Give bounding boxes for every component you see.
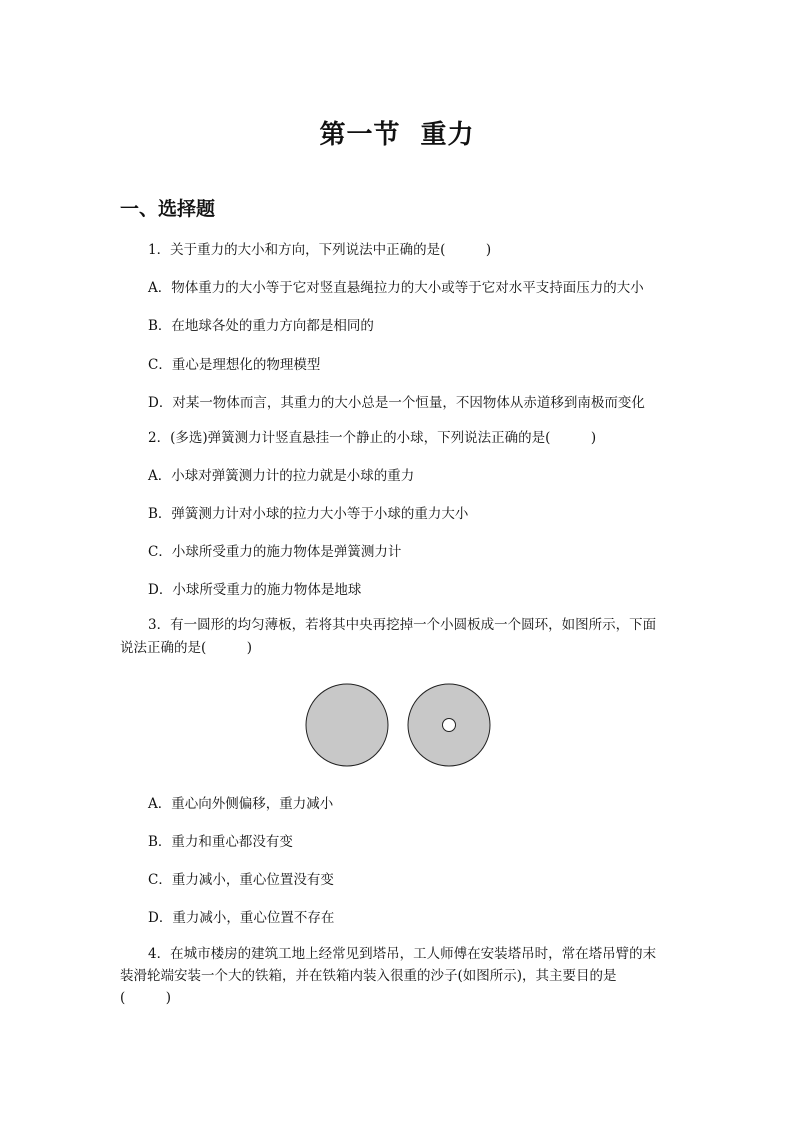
- question-3-stem-line-2: 说法正确的是( ): [120, 640, 253, 656]
- ring-hole: [443, 719, 456, 732]
- question-3-option-b: B．重力和重心都没有变: [148, 834, 293, 850]
- question-1-option-a: A．物体重力的大小等于它对竖直悬绳拉力的大小或等于它对水平支持面压力的大小: [148, 280, 644, 296]
- page-title: 第一节 重力: [319, 120, 475, 150]
- question-4-stem-line-2: 装滑轮端安装一个大的铁箱，并在铁箱内装入很重的沙子(如图所示)，其主要目的是: [120, 968, 617, 984]
- question-2-option-b: B．弹簧测力计对小球的拉力大小等于小球的重力大小: [148, 506, 469, 522]
- question-3-stem-line-1: 3．有一圆形的均匀薄板，若将其中央再挖掉一个小圆板成一个圆环，如图所示，下面: [148, 617, 657, 633]
- disc-and-ring-figure: [300, 680, 500, 772]
- question-3-option-c: C．重力减小，重心位置没有变: [148, 872, 334, 888]
- section-title: 一、选择题: [120, 198, 216, 220]
- question-2-stem: 2．(多选)弹簧测力计竖直悬挂一个静止的小球，下列说法正确的是( ): [148, 430, 597, 446]
- question-1-option-c: C．重心是理想化的物理模型: [148, 357, 321, 373]
- question-3-option-a: A．重心向外侧偏移，重力减小: [148, 796, 334, 812]
- question-4-stem-line-3: ( ): [120, 990, 172, 1006]
- solid-disc: [306, 684, 388, 766]
- question-4-stem-line-1: 4．在城市楼房的建筑工地上经常见到塔吊，工人师傅在安装塔吊时，常在塔吊臂的末: [148, 946, 657, 962]
- question-2-option-c: C．小球所受重力的施力物体是弹簧测力计: [148, 544, 402, 560]
- question-3-option-d: D．重力减小，重心位置不存在: [148, 910, 335, 926]
- question-1-option-b: B．在地球各处的重力方向都是相同的: [148, 318, 374, 334]
- question-1-option-d: D．对某一物体而言，其重力的大小总是一个恒量，不因物体从赤道移到南极而变化: [148, 395, 645, 411]
- question-2-option-d: D．小球所受重力的施力物体是地球: [148, 582, 362, 598]
- question-1-stem: 1．关于重力的大小和方向，下列说法中正确的是( ): [148, 242, 492, 258]
- question-2-option-a: A．小球对弹簧测力计的拉力就是小球的重力: [148, 468, 415, 484]
